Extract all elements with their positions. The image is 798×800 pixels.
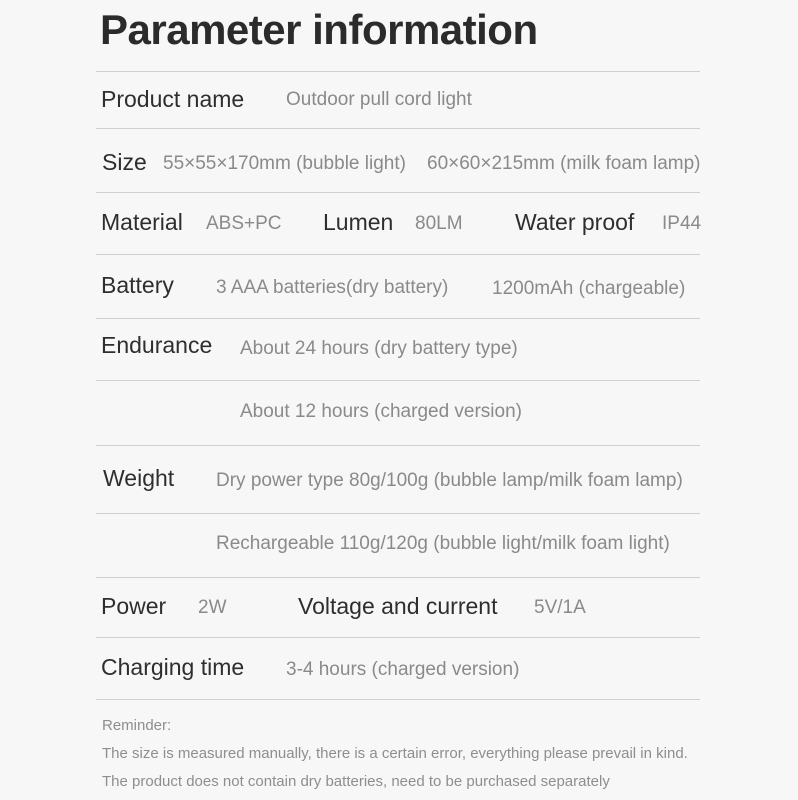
divider xyxy=(96,577,700,578)
water-proof-label: Water proof xyxy=(515,209,635,235)
product-name-value: Outdoor pull cord light xyxy=(286,89,472,110)
power-label: Power xyxy=(101,593,167,619)
size-value-milk-foam: 60×60×215mm (milk foam lamp) xyxy=(427,153,701,174)
divider xyxy=(96,637,700,638)
battery-value-dry: 3 AAA batteries(dry battery) xyxy=(216,277,449,298)
lumen-label: Lumen xyxy=(323,209,394,235)
weight-value-rechargeable: Rechargeable 110g/120g (bubble light/milk foam light) xyxy=(216,533,670,554)
charging-time-label: Charging time xyxy=(101,654,245,680)
charging-time-value: 3-4 hours (charged version) xyxy=(286,659,520,680)
endurance-value-charged: About 12 hours (charged version) xyxy=(240,401,522,422)
reminder-line-1: The size is measured manually, there is a certain error, everything please prevail in kind. xyxy=(102,745,688,762)
reminder-heading: Reminder: xyxy=(102,717,172,734)
divider xyxy=(96,254,700,255)
size-value-bubble: 55×55×170mm (bubble light) xyxy=(163,153,406,174)
material-value: ABS+PC xyxy=(206,213,282,234)
battery-label: Battery xyxy=(101,272,174,298)
product-name-label: Product name xyxy=(101,86,245,112)
divider xyxy=(96,318,700,319)
voltage-value: 5V/1A xyxy=(534,597,586,618)
divider xyxy=(96,192,700,193)
divider xyxy=(96,380,700,381)
endurance-label: Endurance xyxy=(101,332,213,358)
reminder-line-2: The product does not contain dry batteries, need to be purchased separately xyxy=(102,773,610,790)
battery-value-chargeable: 1200mAh (chargeable) xyxy=(492,278,686,299)
power-value: 2W xyxy=(198,597,227,618)
divider xyxy=(96,513,700,514)
voltage-label: Voltage and current xyxy=(298,593,498,619)
page-title: Parameter information xyxy=(100,6,538,53)
divider xyxy=(96,445,700,446)
divider xyxy=(96,699,700,700)
material-label: Material xyxy=(101,209,183,235)
weight-label: Weight xyxy=(103,465,175,491)
weight-value-dry: Dry power type 80g/100g (bubble lamp/milk foam lamp) xyxy=(216,470,683,491)
endurance-value-dry: About 24 hours (dry battery type) xyxy=(240,338,518,359)
divider xyxy=(96,128,700,129)
size-label: Size xyxy=(102,149,147,175)
lumen-value: 80LM xyxy=(415,213,463,234)
divider xyxy=(96,71,700,72)
water-proof-value: IP44 xyxy=(662,213,702,234)
